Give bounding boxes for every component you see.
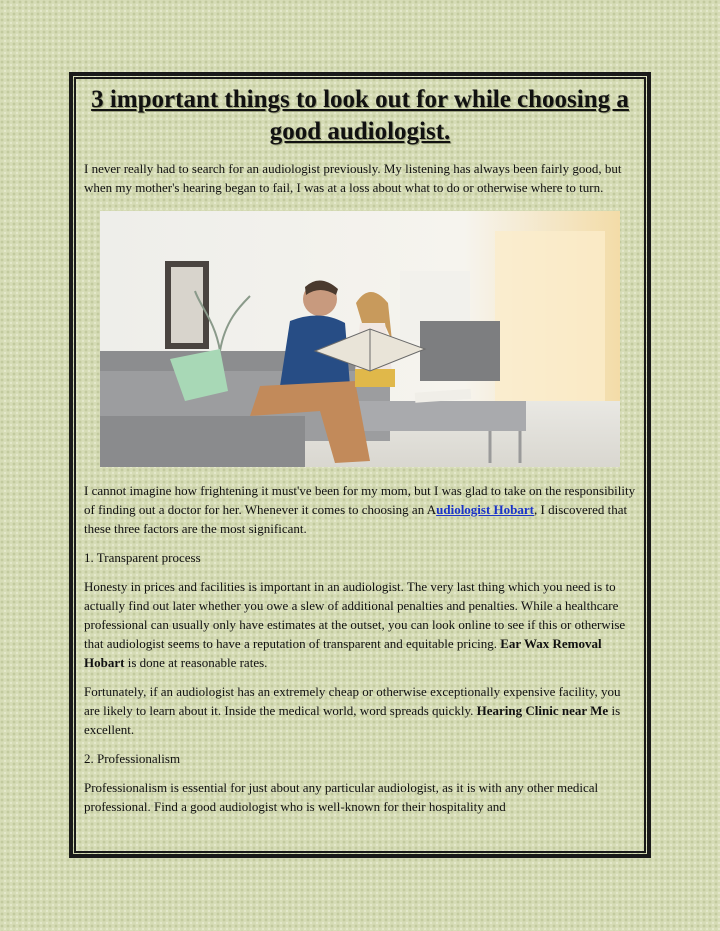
photo-illustration: [100, 211, 620, 467]
section-heading-transparent: 1. Transparent process: [84, 550, 201, 565]
paragraph-search-tail: , I discovered that these three factors are the most significant.: [84, 502, 628, 536]
audiologist-hobart-link[interactable]: udiologist Hobart: [436, 502, 534, 517]
paragraph-search: [84, 481, 636, 538]
article-title: 3 important things to look out for while choosing a good audiologist.: [91, 86, 629, 145]
intro-paragraph: I never really had to search for an audiologist previously. My listening has always been fairly good, but when my mother's hearing began to fail, I was at a loss about what to do or otherwise where to turn.: [84, 161, 622, 195]
family-reading-photo: [100, 211, 620, 467]
paragraph-fortunately-tail: is excellent.: [84, 703, 621, 737]
paragraph-transparent: [84, 577, 636, 672]
section-heading-professionalism: 2. Professionalism: [84, 751, 181, 766]
article: [84, 84, 636, 816]
paragraph-fortunately-text: Fortunately, if an audiologist has an extremely cheap or otherwise exceptionally expensive facility, you are likely to learn about it. Inside the medical world, word spreads quickly.: [84, 684, 621, 718]
ear-wax-removal-label: Ear Wax Removal Hobart: [84, 636, 602, 670]
paragraph-transparent-text: Honesty in prices and facilities is important in an audiologist. The very last thing which you need is to actually find out later whether you owe a slew of additional penalties and penalties. While a healthcare professional can usually only have estimates at the outset, you can look online to see if this or otherwise that audiologist seems to have a reputation of transparent and equitable pricing.: [84, 579, 626, 651]
paragraph-transparent-tail: is done at reasonable rates.: [127, 655, 268, 670]
hearing-clinic-label: Hearing Clinic near Me: [476, 703, 609, 718]
paragraph-fortunately: [84, 682, 636, 739]
paragraph-search-text: I cannot imagine how frightening it must've been for my mom, but I was glad to take on the responsibility of finding out a doctor for her. Whenever it comes to choosing an A: [84, 483, 636, 517]
paragraph-professionalism: Professionalism is essential for just about any particular audiologist, as it is with any other medical professional. Find a good audiologist who is well-known for their hospitality and: [84, 780, 599, 814]
